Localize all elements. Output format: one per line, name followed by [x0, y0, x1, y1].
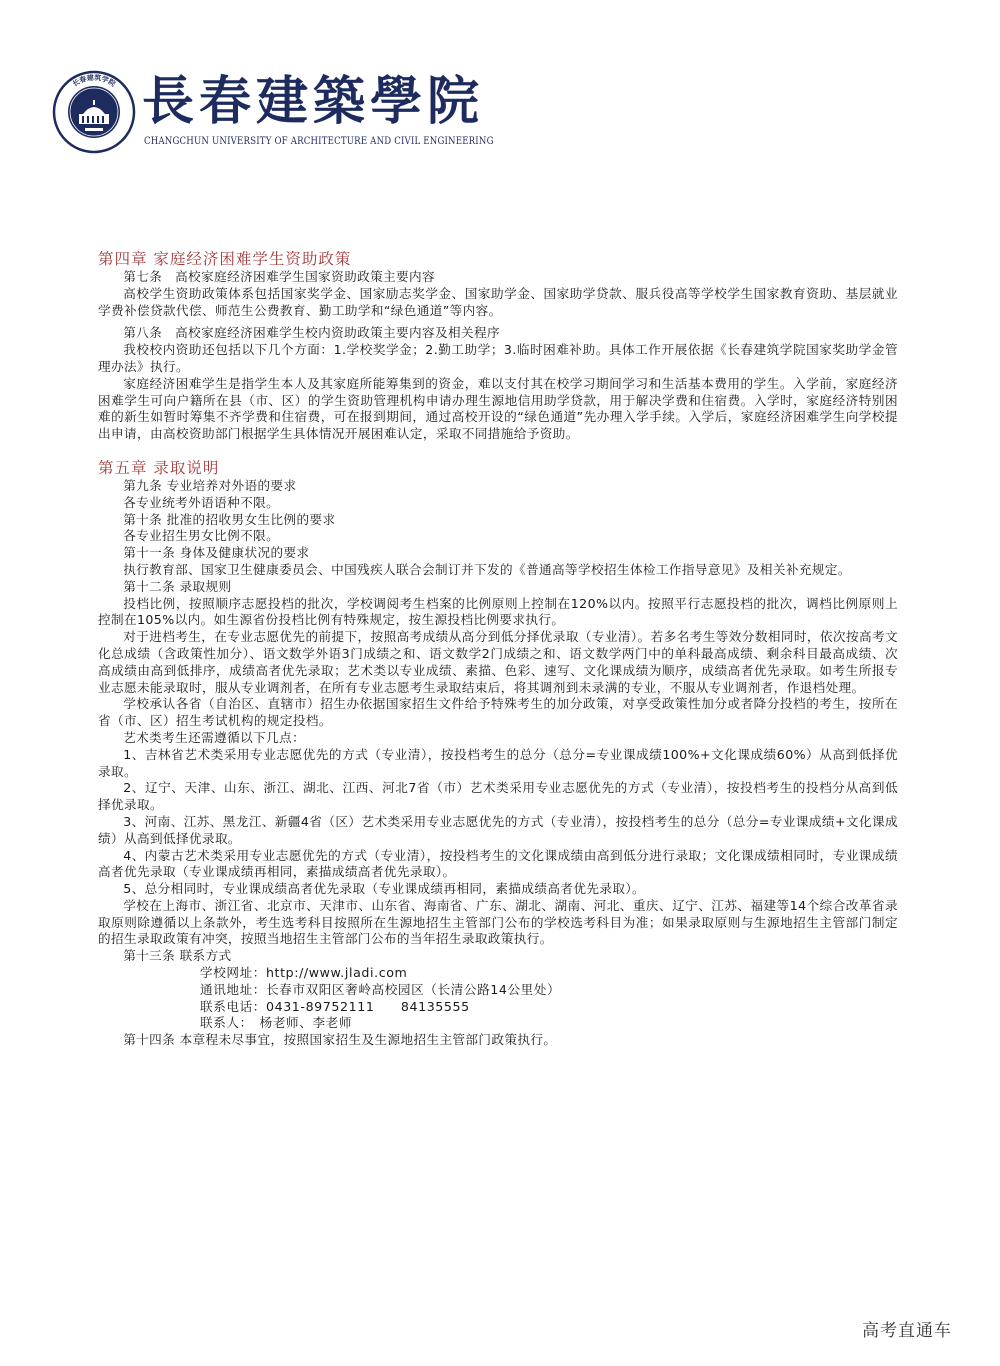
paragraph: 艺术类考生还需遵循以下几点： [123, 729, 306, 745]
list-item: 5、总分相同时，专业课成绩高者优先录取（专业课成绩再相同，素描成绩高者优先录取）。 [123, 881, 646, 897]
list-item: 1、吉林省艺术类采用专业志愿优先的方式（专业清），按投档考生的总分（总分=专业课成绩100%+文化课成绩60%）从高到低择优录取。 [98, 746, 898, 779]
article-12-heading: 第十二条 录取规则 [123, 578, 232, 594]
article-10-heading: 第十条 批准的招收男女生比例的要求 [123, 511, 336, 527]
paragraph: 各专业统考外语语种不限。 [123, 494, 280, 510]
list-item: 4、内蒙古艺术类采用专业志愿优先的方式（专业清），按投档考生的文化课成绩由高到低分进行录取；文化课成绩相同时，专业课成绩高者优先录取（专业课成绩再相同，素描成绩高者优先录取）。 [98, 847, 898, 880]
contact-website: 学校网址：http://www.jladi.com [200, 965, 408, 981]
paragraph: 我校校内资助还包括以下几个方面：1.学校奖学金；2.勤工助学；3.临时困难补助。具体工作开展依据《长春建筑学院国家奖助学金管理办法》执行。 [98, 342, 898, 374]
paragraph: 各专业招生男女比例不限。 [123, 528, 280, 544]
contact-person: 联系人： 杨老师、李老师 [200, 1015, 353, 1031]
article-7-heading: 第七条 高校家庭经济困难学生国家资助政策主要内容 [123, 269, 436, 284]
paragraph: 高校学生资助政策体系包括国家奖学金、国家励志奖学金、国家助学金、国家助学贷款、服兵役高等学校学生国家教育资助、基层就业学费补偿贷款代偿、师范生公费教育、勤工助学和“绿色通道”等内容。 [98, 285, 898, 318]
list-item: 3、河南、江苏、黑龙江、新疆4省（区）艺术类采用专业志愿优先的方式（专业清），按投档考生的总分（总分=专业课成绩+文化课成绩）从高到低择优录取。 [98, 813, 898, 846]
chapter-4-title: 第四章 家庭经济困难学生资助政策 [98, 250, 352, 268]
school-seal-logo [52, 70, 136, 154]
article-8-heading: 第八条 高校家庭经济困难学生校内资助政策主要内容及相关程序 [123, 325, 501, 341]
article-14: 第十四条 本章程未尽事宜，按照国家招生及生源地招生主管部门政策执行。 [123, 1032, 557, 1048]
school-name-chinese: 長春建築學院 [142, 71, 485, 132]
seal-ring-text: 长春建筑学院 [70, 72, 118, 89]
paragraph: 家庭经济困难学生是指学生本人及其家庭所能筹集到的资金，难以支付其在校学习期间学习和生活基本费用的学生。入学前，家庭经济困难学生可向户籍所在县（市、区）的学生资助管理机构申请办理生源地信用助学贷款，用于解决学费和住宿费。入学时，家庭经济特别困难的新生如暂时筹集不齐学费和住宿费，可在报到期间，通过高校开设的“绿色通道”先办理入学手续。入学后，家庭经济困难学生向学校提出申请，由高校资助部门根据学生具体情况开展困难认定，采取不同措施给予资助。 [98, 375, 898, 442]
watermark-text: 高考直通车 [862, 1321, 952, 1341]
paragraph: 学校承认各省（自治区、直辖市）招生办依据国家招生文件给予特殊考生的加分政策，对享受政策性加分或者降分投档的考生，按所在省（市、区）招生考试机构的规定投档。 [98, 696, 898, 729]
paragraph: 学校在上海市、浙江省、北京市、天津市、山东省、海南省、广东、湖北、湖南、河北、重庆、辽宁、江苏、福建等14个综合改革省录取原则除遵循以上条款外，考生选考科目按照所在生源地招生主管部门公布的学校选考科目为准；如果录取原则与生源地招生主管部门制定的招生录取政策有冲突，按照当地招生主管部门公布的当年招生录取政策执行。 [98, 897, 898, 947]
article-11-heading: 第十一条 身体及健康状况的要求 [123, 545, 310, 561]
school-header [52, 70, 492, 160]
list-item: 2、辽宁、天津、山东、浙江、湖北、江西、河北7省（市）艺术类采用专业志愿优先的方式（专业清），按投档考生的投档分从高到低择优录取。 [98, 780, 898, 813]
contact-address: 通讯地址：长春市双阳区奢岭高校园区（长清公路14公里处） [200, 981, 561, 997]
paragraph: 投档比例，按照顺序志愿投档的批次，学校调阅考生档案的比例原则上控制在120%以内。按照平行志愿投档的批次，调档比例原则上控制在105%以内。如生源省份投档比例有特殊规定，按生源投档比例要求执行。 [98, 595, 898, 628]
article-13-heading: 第十三条 联系方式 [123, 948, 232, 964]
paragraph: 对于进档考生，在专业志愿优先的前提下，按照高考成绩从高分到低分择优录取（专业清）。若多名考生等效分数相同时，依次按高考文化总成绩（含政策性加分）、语文数学外语3门成绩之和、语文数学2门成绩之和、语文数学两门中的单科最高成绩、剩余科目最高成绩、次高成绩由高到低排序，成绩高者优先录取；艺术类以专业成绩、素描、色彩、速写、文化课成绩为顺序，成绩高者优先录取。如考生所报专业志愿未能录取时，服从专业调剂者，在所有专业志愿考生录取结束后，将其调剂到未录满的专业，不服从专业调剂者，作退档处理。 [98, 629, 898, 695]
school-name-english: CHANGCHUN UNIVERSITY OF ARCHITECTURE AND CIVIL ENGINEERING [144, 136, 494, 147]
chapter-5-title: 第五章 录取说明 [98, 458, 220, 477]
article-9-heading: 第九条 专业培养对外语的要求 [123, 477, 297, 493]
paragraph: 执行教育部、国家卫生健康委员会、中国残疾人联合会制订并下发的《普通高等学校招生体检工作指导意见》及相关补充规定。 [123, 561, 851, 577]
contact-phone: 联系电话：0431-89752111 84135555 [200, 998, 470, 1014]
document-body [98, 250, 898, 1049]
